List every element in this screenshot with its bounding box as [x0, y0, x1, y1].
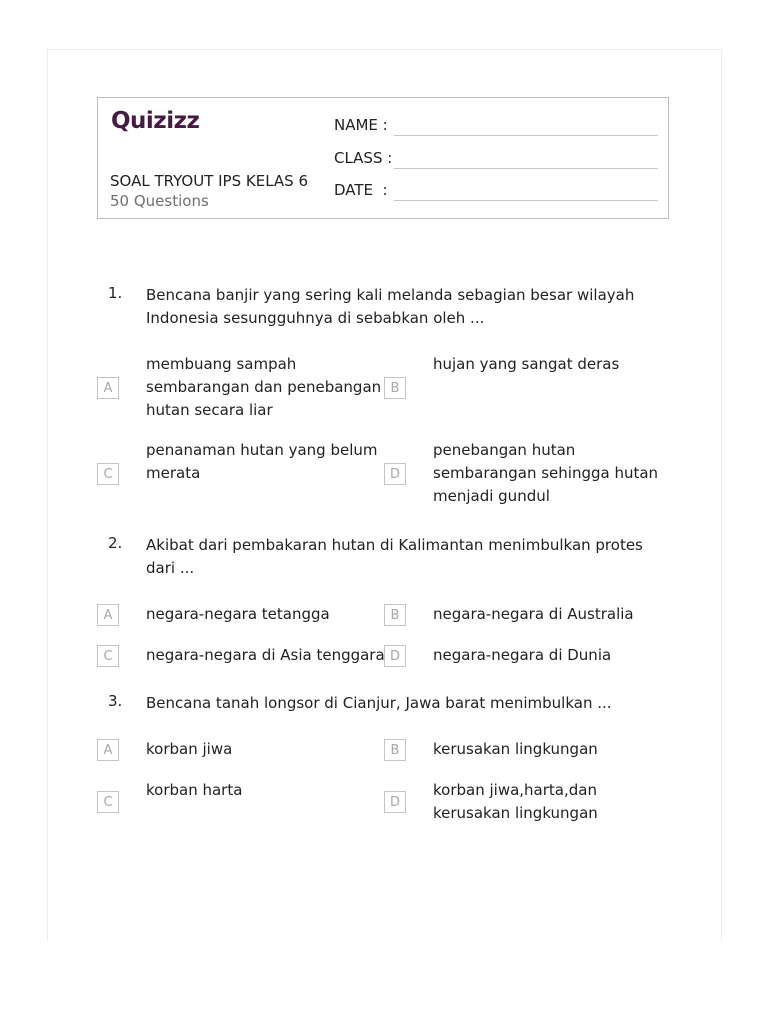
option-letter-box: B [384, 604, 406, 626]
option-text: penanaman hutan yang belum merata [146, 441, 378, 482]
date-label: DATE : [334, 181, 388, 199]
name-line [394, 135, 658, 136]
class-field [334, 149, 658, 171]
option-letter-box: A [97, 377, 119, 399]
question-number: 3. [108, 692, 123, 710]
question-count: 50 Questions [110, 192, 209, 210]
quizizz-logo: Quizizz [111, 108, 200, 134]
question-text: Bencana tanah longsor di Cianjur, Jawa barat menimbulkan ... [146, 694, 612, 712]
option-text: hujan yang sangat deras [433, 355, 620, 373]
option-letter-box: B [384, 377, 406, 399]
option-text: korban jiwa,harta,dan kerusakan lingkungan [433, 781, 598, 822]
option-text: penebangan hutan sembarangan sehingga hutan menjadi gundul [433, 441, 659, 505]
quiz-title: SOAL TRYOUT IPS KELAS 6 [110, 172, 309, 190]
option-letter-box: A [97, 739, 119, 761]
class-label: CLASS : [334, 149, 393, 167]
question-number: 2. [108, 534, 123, 552]
question-number: 1. [108, 284, 123, 302]
option-text: negara-negara tetangga [146, 605, 330, 623]
option-letter-box: C [97, 463, 119, 485]
name-field [334, 116, 658, 138]
option-letter-box: D [384, 791, 406, 813]
date-line [394, 200, 658, 201]
worksheet-header [97, 97, 669, 219]
option-text: membuang sampah sembarangan dan penebangan hutan secara liar [146, 355, 382, 419]
option-text: negara-negara di Dunia [433, 646, 612, 664]
option-letter-box: B [384, 739, 406, 761]
option-letter-box: C [97, 645, 119, 667]
option-letter-box: C [97, 791, 119, 813]
option-letter-box: A [97, 604, 119, 626]
option-text: kerusakan lingkungan [433, 740, 598, 758]
date-field [334, 181, 658, 203]
option-text: negara-negara di Asia tenggara [146, 646, 385, 664]
question-text: Bencana banjir yang sering kali melanda sebagian besar wilayah Indonesia sesungguhnya di sebabkan oleh ... [146, 286, 635, 327]
name-label: NAME : [334, 116, 388, 134]
option-text: negara-negara di Australia [433, 605, 634, 623]
option-text: korban harta [146, 781, 243, 799]
option-letter-box: D [384, 645, 406, 667]
class-line [394, 168, 658, 169]
option-text: korban jiwa [146, 740, 233, 758]
question-text: Akibat dari pembakaran hutan di Kalimantan menimbulkan protes dari ... [146, 536, 643, 577]
option-letter-box: D [384, 463, 406, 485]
